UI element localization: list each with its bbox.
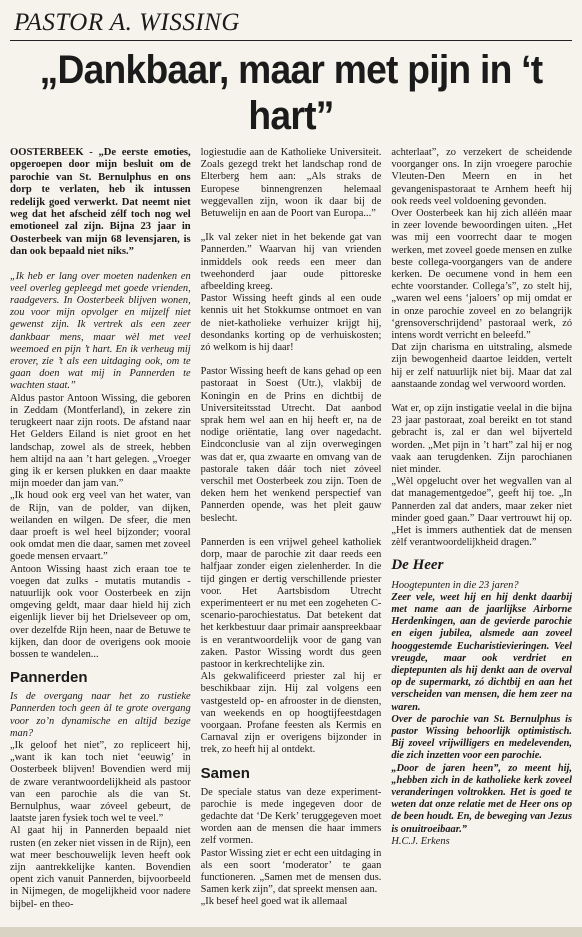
author-signature: H.C.J. Erkens: [391, 835, 450, 847]
paragraph: Pastor Wissing heeft de kans gehad op een pastoraat in Soest (Utr.), vlakbij de Koningin en de Prins en dichtbij de Universiteitsstad Utrecht. Dat aanbod sprak hem wel aan en hij heeft er, na de nodige oriëntatie, lang over nagedacht. Eindconclusie van al zijn overwegingen was dat er, qua zwaarte en omvang van de pastorale taken dáár toch niet zóveel verschil met Oosterbeek zou zijn. Toen de deken hem het wenkend perspectief van Pannerden opende, was het pleit gauw beslecht.: [200, 366, 382, 524]
headline: „Dankbaar, maar met pijn in ‘t hart”: [39, 48, 543, 138]
column-2: [201, 147, 382, 911]
quote-paragraph: „Ik heb er lang over moeten nadenken en veel overleg gepleegd met goede vrienden, raadgevers. In Oosterbeek blijven wonen, zou voor mijn opvolger en mijzelf niet gewenst zijn. Ik vertrek als een zeer dankbaar mens, maar wèl met veel weemoed en pijn ’t hart. En ik verheug mij erover, zie ’t als een uitdaging ook, om te gaan doen wat mij in Pannerden te wachten staat.”: [10, 270, 191, 392]
paragraph: „Wèl opgelucht over het wegvallen van al dat managementgedoe”, geeft hij toe. „In Pannerden zal dat anders, maar zeker niet minder goed gaan.” Daar vertrouwt hij op. „Het is immers authentiek dat de mensen zèlf verantwoordelijkheid dragen.”: [391, 476, 573, 549]
paragraph: „Ik houd ook erg veel van het water, van de Rijn, van de polder, van dijken, weilanden en wilgen. De sfeer, die men daar proeft is wel heel bijzonder; vooral ook omdat men die daar, samen met zoveel goede mensen ervaart.”: [10, 490, 191, 563]
paragraph: Al gaat hij in Pannerden bepaald niet rusten (en zeker niet vissen in de Rijn), een wat meer beschouwelijk leven heeft ook zijn aantrekkelijke kanten. Bovendien opent zich vanuit Pannerden, bijvoorbeeld in Nijmegen, de mogelijkheid voor nadere bijbel- en theo-: [10, 825, 191, 910]
paragraph: Over Oosterbeek kan hij zich alléén maar in zeer lovende bewoordingen uiten. „Het was mij een voorrecht daar te mogen werken, met zoveel goede mensen en zulke beste collega-voorgangers van de andere kerken. De oecumene vond in hem een echte voorstander. Collega’s”, zo stelt hij, „waren wel eens ‘jaloers’ op mij omdat er in onze parochie zoveel en zo belangrijk ‘grensoverschrijdend’ pastoraal werk, zó intens wordt verricht en beleefd.”: [391, 208, 573, 342]
paragraph: Zeer vele, weet hij en hij denkt daarbij met name aan de jaarlijkse Airborne Herdenkingen, aan de gevierde parochie en eigen jubilea, alsmede aan zoveel hooggestemde Eucharistievieringen. Veel vreugde, maar ook verdriet en dieptepunten als hij denkt aan de overval op de supermarkt, zó dichtbij en aan het verscheiden van mensen, die hem zeer na waren.: [391, 591, 573, 713]
paragraph: Pastor Wissing ziet er echt een uitdaging in als een soort ‘moderator’ te gaan functioneren. „Samen met de mensen dus. Samen kerk zijn”, dat spreekt mensen aan.: [200, 847, 382, 896]
paragraph: Dat zijn charisma en uitstraling, alsmede zijn bewogenheid daartoe leidden, vertelt hij er zelf natuurlijk niet bij. Maar dat zal aanstaande zondag wel verwoord worden.: [391, 342, 573, 390]
paragraph: Als gekwalificeerd priester zal hij er beschikbaar zijn. Hij zal volgens een vastgesteld op- en afrooster in de diensten, van weekends en op hoogtijfeestdagen voorgaan. Profane feesten als Kermis en Carnaval zijn er overigens bijzonder in trek, zo heeft hij al ontdekt.: [200, 671, 382, 756]
paragraph: Wat er, op zijn instigatie veelal in die bijna 23 jaar pastoraat, zoal bereikt en tot stand gebracht is, zal er dan wel bijverteld worden. „Met pijn in ’t hart” zal hij er nog vaak aan terugdenken. Zijn parochianen niet minder.: [391, 403, 573, 476]
paragraph: Antoon Wissing haast zich eraan toe te voegen dat zulks - mutatis mutandis - natuurlijk ook voor Oosterbeek en zijn omgeving geldt, maar daar hield hij zich eigenlijk liever bij het Drielseveer op om, over dezelfde Rijn heen, naar de Betuwe te kijken, dan door de overigens ook mooie bossen te wandelen...: [10, 563, 191, 660]
paragraph: Aldus pastor Antoon Wissing, die geboren in Zeddam (Montferland), in zekere zin terugkeert naar zijn roots. De afstand naar Het Gelders Eiland is niet groot en het landschap, zowel als de streek, hebben hem altijd na aan ’t hart gelegen. „Vroeger ging ik er kersen plukken en daar maakte mijn moeder dan jam van.”: [10, 392, 191, 490]
paragraph: Pannerden is een vrijwel geheel katholiek dorp, maar de parochie zit daar reeds een halfjaar zonder eigen zielenherder. In die tijd gingen er dertig verschillende priester voor. Het Aartsbisdom Utrecht experimenteert er nu met een zogeheten C-scenario-parochiestatus. Dat betekent dat het kerkbestuur daar primair aanspreekbaar is en verantwoordelijk voor de gang van zaken. Pastor Wissing wordt dus geen pastoor in kerkrechtelijke zin.: [200, 536, 382, 670]
column-3: [391, 147, 572, 911]
subheading-de-heer: De Heer: [391, 556, 444, 573]
paragraph: „Ik val zeker niet in het bekende gat van Pannerden.” Waarvan hij van vrienden inmiddels ook reeds een meer dan tweehonderd jaar oude pittoreske afbeelding kreeg.: [200, 232, 382, 293]
page-bottom-edge: [0, 927, 582, 937]
paragraph: Over de parochie van St. Bernulphus is pastor Wissing behoorlijk optimistisch. Bij zoveel vrijwilligers en medelevenden, die zich inzetten voor een parochie.: [391, 713, 573, 762]
paragraph: achterlaat”, zo verzekert de scheidende voorganger ons. In zijn vroegere parochie Vleuten-Den Meern en in het gevangenispastoraat te Arnhem heeft hij ook reeds veel voldoening gevonden.: [391, 147, 573, 207]
kicker-rule: [10, 40, 572, 41]
subheading-pannerden: Pannerden: [10, 669, 88, 687]
paragraph: Pastor Wissing heeft ginds al een oude kennis uit het Stokkumse ontmoet en van de niet-katholieke verhuizer krijgt hij, desondanks korting op de verhuiskosten; zó welkom is hij daar!: [200, 293, 382, 354]
article-columns: [10, 147, 572, 911]
question-paragraph: Is de overgang naar het zo rustieke Pannerden toch geen àl te grote overgang voor zo’n dynamische en altijd bezige man?: [10, 691, 191, 739]
subheading-samen: Samen: [200, 764, 250, 782]
paragraph: logiestudie aan de Katholieke Universiteit. Zoals gezegd trekt het landschap rond de Elterberg hem aan: „Als straks de Europese binnengrenzen helemaal weggevallen zijn, woon ik daar bij de Betuwelijn en aan de Poort van Europa...”: [200, 147, 382, 220]
paragraph: „Ik geloof het niet”, zo repliceert hij, „want ik kan toch niet ‘eeuwig’ in Oosterbeek blijven! Bovendien werd mij de zware verantwoordelijkheid als pastoor van een parochie als die van St. Bernulphus, waar zóveel gebeurt, de laatste jaren fysiek toch wel te veel.”: [10, 739, 191, 825]
kicker: PASTOR A. WISSING: [14, 9, 240, 36]
column-1: [10, 147, 191, 911]
paragraph: De speciale status van deze experiment-parochie is mede ingegeven door de gedachte dat ‘De Kerk’ teruggegeven moet worden aan de mensen die haar immers zelf vormen.: [200, 786, 382, 847]
lead-paragraph: OOSTERBEEK - „De eerste emoties, opgeroepen door mijn besluit om de parochie van St. Bernulphus en ons dorp te verlaten, heb ik intussen redelijk goed verwerkt. Dat neemt niet weg dat het afscheid zélf toch nog wel emotioneel zal zijn. Bijna 23 jaar in Oosterbeek van mijn 68 levensjaren, is dan ook bepaald niet niks.”: [10, 147, 191, 258]
paragraph: „Door de jaren heen”, zo meent hij, „hebben zich in de katholieke kerk zoveel veranderingen voltrokken. Het is goed te weten dat onze relatie met de Heer ons op de been houdt. En, de beweging van Jezus is onuitroeibaar.”: [391, 762, 573, 835]
question-paragraph: Hoogtepunten in die 23 jaren?: [391, 579, 519, 591]
paragraph: „Ik besef heel goed wat ik allemaal: [200, 896, 348, 908]
